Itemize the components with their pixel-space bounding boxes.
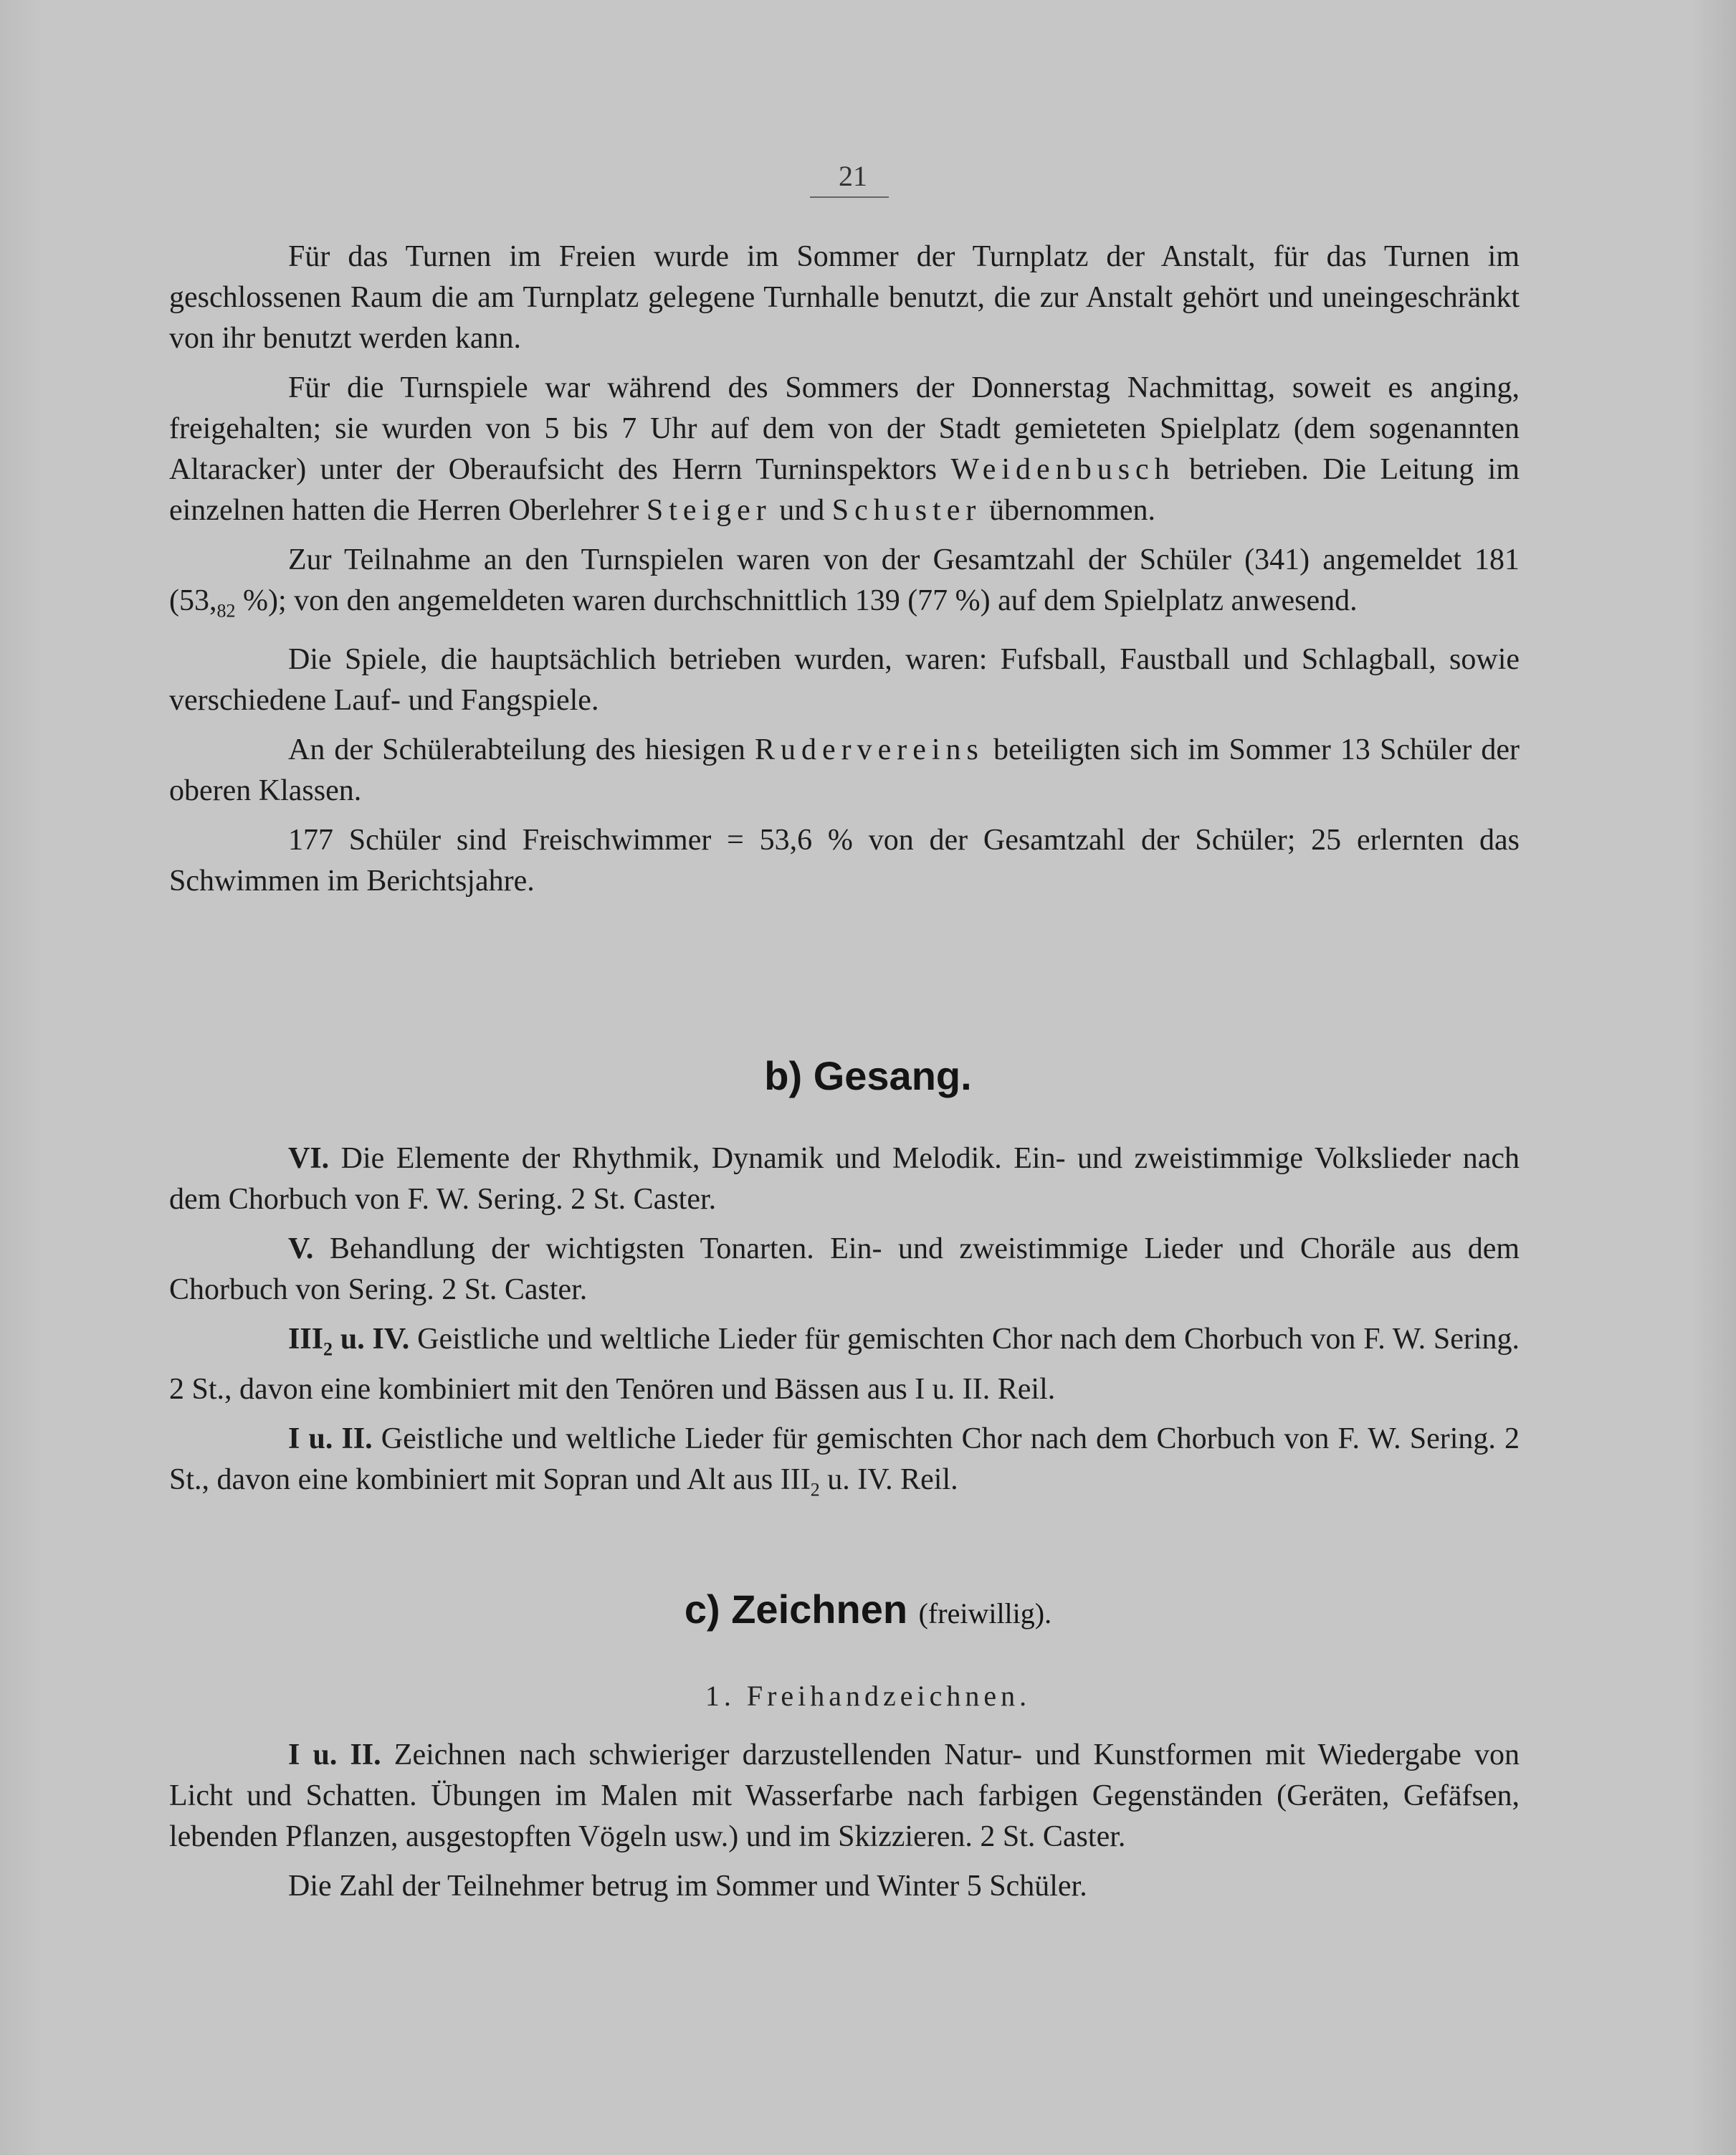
class-label: I u. II. <box>288 1738 381 1771</box>
gesang-item-v <box>169 1229 1520 1310</box>
text-fragment: An der Schülerabteilung des hiesigen <box>288 733 745 767</box>
name-steiger: Steiger <box>646 494 772 527</box>
item-text: Die Elemente der Rhythmik, Dynamik und Melodik. Ein- und zweistimmige Volkslieder nach dem Chorbuch von F. W. Sering. 2 St. Caster. <box>169 1142 1520 1216</box>
gesang-item-vi <box>169 1138 1520 1220</box>
subheading-freihandzeichnen: 1. Freihandzeichnen. <box>705 1680 1031 1712</box>
class-label: V. <box>288 1232 314 1265</box>
name-schuster: Schuster <box>831 494 982 527</box>
gesang-item-iii-iv <box>169 1319 1520 1410</box>
label-part: III <box>288 1323 324 1356</box>
name-weidenbusch: Weidenbusch <box>950 453 1175 486</box>
text-fragment: %); von den angemeldeten waren durchschnittlich 139 (77 %) auf dem Spielplatz anwesend. <box>243 584 1358 617</box>
heading-gesang: b) Gesang. <box>764 1053 972 1098</box>
class-label: I u. II. <box>288 1422 373 1456</box>
text-fragment: übernommen. <box>988 494 1156 527</box>
item-text: u. IV. Reil. <box>827 1463 958 1497</box>
paragraph-turnspiele <box>169 368 1520 531</box>
text-fragment: Für die Turnspiele war während des Sommers der Donnerstag Nachmittag, soweit es anging, freigehalten; sie wurden von 5 bis 7 Uhr auf dem von der Stadt gemieteten Spielplatz (dem sogenannten Altaracker) unter der Oberaufsicht des Herrn Turninspektors <box>169 371 1520 486</box>
paragraph-spiele: Die Spiele, die hauptsächlich betrieben wurden, waren: Fufsball, Faustball und Schlagball, sowie verschiedene Lauf- und Fangspiele. <box>169 643 1520 718</box>
paragraph-turnplatz: Für das Turnen im Freien wurde im Sommer der Turnplatz der Anstalt, für das Turnen im geschlossenen Raum die am Turnplatz gelegene Turnhalle benutzt, die zur Anstalt gehört und uneingeschränkt von ihr benutzt werden kann. <box>169 240 1520 355</box>
heading-note: (freiwillig). <box>918 1597 1052 1630</box>
gesang-section <box>169 1138 1520 1519</box>
item-text: Geistliche und weltliche Lieder für gemischten Chor nach dem Chorbuch von F. W. Sering. 2 St., davon eine kombiniert mit den Tenören und Bässen aus I u. II. Reil. <box>169 1323 1520 1407</box>
text-fragment: beteiligten sich im Sommer 13 Schüler der oberen Klassen. <box>169 733 1520 808</box>
page-number: 21 <box>839 160 867 192</box>
page-number-rule <box>810 196 889 198</box>
paragraph-teilnehmer: Die Zahl der Teilnehmer betrug im Sommer und Winter 5 Schüler. <box>288 1870 1087 1903</box>
label-part: u. IV. <box>340 1323 410 1356</box>
text-fragment: und <box>779 494 825 527</box>
item-text: Behandlung der wichtigsten Tonarten. Ein- und zweistimmige Lieder und Choräle aus dem Chorbuch von Sering. 2 St. Caster. <box>169 1232 1520 1306</box>
class-label <box>288 1323 410 1360</box>
paragraph-ruderverein <box>169 730 1520 812</box>
subscript: 2 <box>323 1338 333 1360</box>
zeichnen-section <box>169 1735 1520 1916</box>
item-text: Geistliche und weltliche Lieder für gemischten Chor nach dem Chorbuch von F. W. Sering. 2 St., davon eine kombiniert mit Sopran und Alt aus III <box>169 1422 1520 1497</box>
turnen-section <box>169 237 1520 910</box>
class-label: VI. <box>288 1142 330 1175</box>
zeichnen-item-i-ii <box>169 1735 1520 1857</box>
heading-text: c) Zeichnen <box>684 1586 908 1632</box>
gesang-item-i-ii <box>169 1419 1520 1510</box>
name-ruderverein: Rudervereins <box>754 733 984 767</box>
paragraph-schwimmen: 177 Schüler sind Freischwimmer = 53,6 % von der Gesamtzahl der Schüler; 25 erlernten das Schwimmen im Berichtsjahre. <box>169 824 1520 898</box>
heading-zeichnen <box>0 1586 1736 1632</box>
paragraph-teilnahme <box>169 540 1520 631</box>
text-fragment: betrieben. Die Leitung im einzelnen hatten die Herren Oberlehrer <box>169 453 1520 527</box>
subscript: 82 <box>216 600 236 622</box>
text-fragment: Zur Teilnahme an den Turnspielen waren von der Gesamtzahl der Schüler (341) angemeldet 181 (53, <box>169 543 1520 617</box>
item-text: Zeichnen nach schwieriger darzustellenden Natur- und Kunstformen mit Wiedergabe von Licht und Schatten. Übungen im Malen mit Wasserfarbe nach farbigen Gegenständen (Geräten, Gefäfsen, lebenden Pflanzen, ausgestopften Vögeln usw.) und im Skizzieren. 2 St. Caster. <box>169 1738 1520 1853</box>
subscript: 2 <box>810 1479 820 1500</box>
